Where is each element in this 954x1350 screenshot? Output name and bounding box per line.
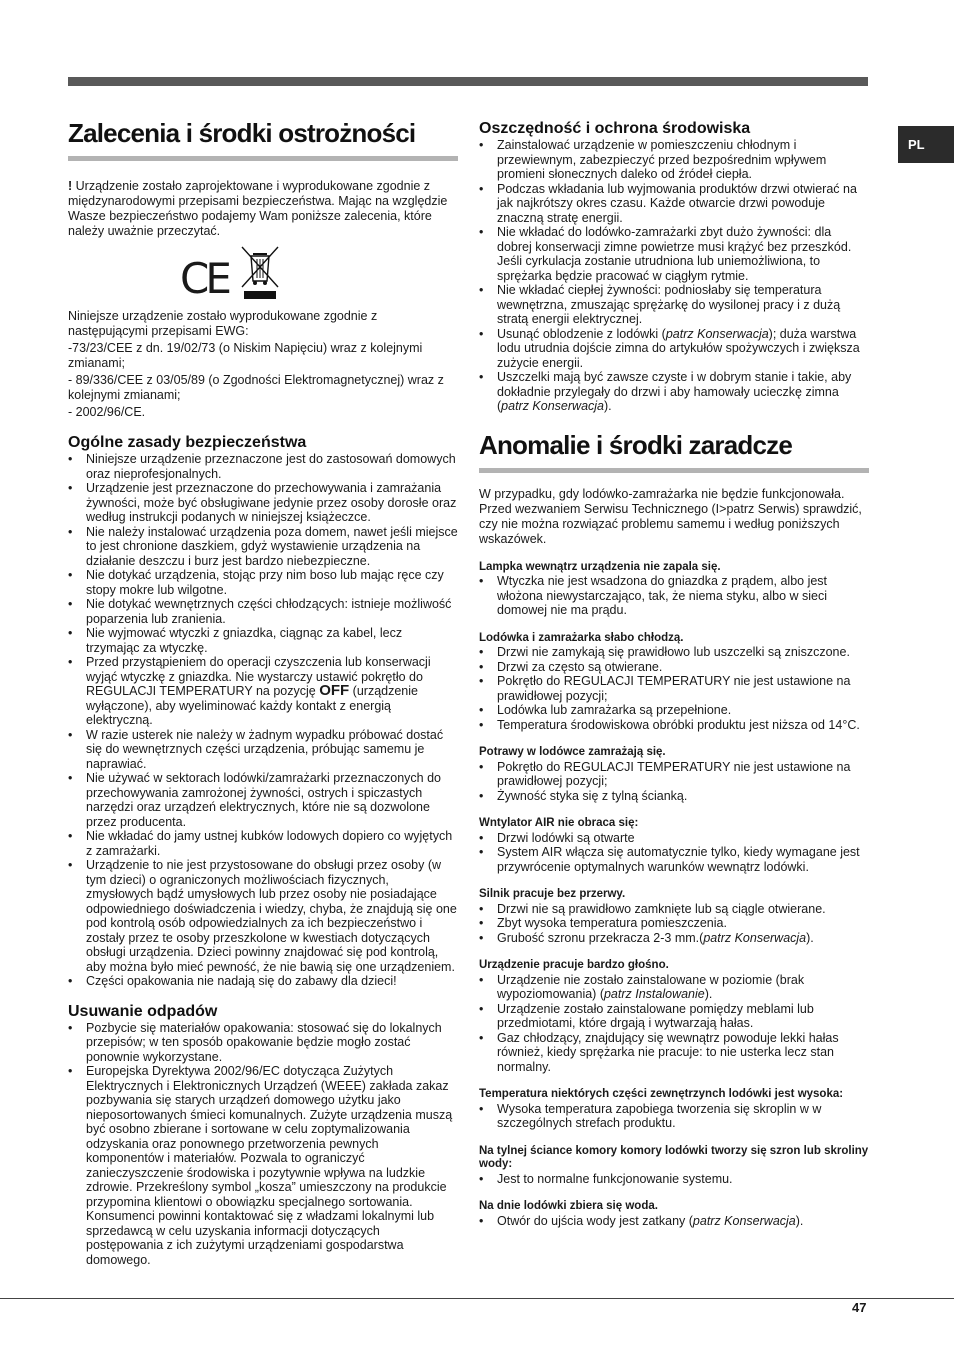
problem-heading: Silnik pracuje bez przerwy. [479, 888, 626, 900]
eco-heading: Oszczędność i ochrona środowiska [479, 120, 751, 137]
list-item: • Gaz chłodzący, znajdujący się wewnątrz powoduje lekki hałas również, kiedy sprężarka nie pracuje: to nie usterka lecz stan normalny. [479, 1031, 869, 1075]
problem-heading: Temperatura niektórych części zewnętrzynch lodówki jest wysoka: [479, 1088, 844, 1100]
list-item: • Nie wkładać do jamy ustnej kubków lodowych dopiero co wyjętych z zamrażarki. [68, 829, 458, 858]
bottom-rule [0, 1298, 954, 1299]
list-item: • Żywność styka się z tylną ścianką. [479, 789, 869, 804]
left-column [68, 112, 458, 1267]
list-item: • Nie dotykać wewnętrznych części chłodzących: istnieje możliwość poparzenia lub zranienia. [68, 597, 458, 626]
problem-items [479, 902, 869, 946]
list-item: • Pozbycie się materiałów opakowania: stosować się do lokalnych przepisów; w ten sposób opakowanie będzie mogło zostać ponownie wykorzystane. [68, 1021, 458, 1065]
list-item: • Niniejsze urządzenie przeznaczone jest do zastosowań domowych oraz nieprofesjonalnych. [68, 452, 458, 481]
list-item: • Drzwi za często są otwierane. [479, 660, 869, 675]
eco-list [479, 138, 869, 414]
problem-heading: Lampka wewnątrz urządzenia nie zapala się. [479, 560, 721, 573]
problem-heading: Na tylnej ściance komory komory lodówki tworzy się szron lub skroliny wody: [479, 1144, 869, 1170]
list-item: • Zainstalować urządzenie w pomieszczeniu chłodnym i przewiewnym, zabezpieczyć przed bezpośrednim wpływem promieni słonecznych daleko od źródeł ciepła. [479, 138, 869, 182]
problem-items [479, 645, 869, 732]
list-item: • Temperatura środowiskowa obróbki produktu jest niższa od 14°C. [479, 718, 869, 733]
list-item: • Otwór do ujścia wody jest zatkany (patrz Konserwacja). [479, 1214, 869, 1229]
problem-items [479, 1172, 869, 1187]
list-item: • System AIR włącza się automatycznie tylko, kiedy wymagane jest przywrócenie optymalnych warunków wewnątrz lodówki. [479, 845, 869, 874]
ewg-line: - 89/336/CEE z 03/05/89 (o Zgodności Elektromagnetycznej) wraz z kolejnymi zmianami; [68, 373, 444, 402]
language-tab: PL [898, 126, 954, 163]
list-item: • W razie usterek nie należy w żadnym wypadku próbować dostać się do wewnętrznych części urządzenia, próbując samemu je naprawiać. [68, 728, 458, 772]
problem-heading: Lodówka i zamrażarka słabo chłodzą. [479, 631, 684, 644]
list-item: • Wysoka temperatura zapobiega tworzenia się skroplin w w szczególnych strefach produktu. [479, 1102, 869, 1131]
list-item: • Lodówka lub zamrażarka są przepełnione. [479, 703, 869, 718]
page-number: 47 [852, 1300, 867, 1315]
safety-heading: Ogólne zasady bezpieczeństwa [68, 434, 307, 451]
problem-list [479, 547, 869, 1229]
list-item: • Wtyczka nie jest wsadzona do gniazdka z prądem, albo jest włożona niewystarczająco, tak, że niema styku, albo w sieci domowej nie ma prądu. [479, 574, 869, 618]
problem-items [479, 831, 869, 875]
compliance-symbols [68, 245, 458, 305]
off-label: OFF [319, 682, 350, 699]
list-item: • Drzwi nie zamykają się prawidłowo lub uszczelki są zniszczone. [479, 645, 869, 660]
problem-items [479, 1214, 869, 1229]
list-item: • Usunąć oblodzenie z lodówki (patrz Konserwacja); duża warstwa lodu utrudnia dojście zimna do artykułów spożywczych i zwiększa zużycie energii. [479, 327, 869, 371]
list-item: • Europejska Dyrektywa 2002/96/EC dotycząca Zużytych Elektrycznych i Elektronicznych Urządzeń (WEEE) zakłada zakaz pozbywania się starych urządzeń domowego użytku jako nieposortowanych śmieci komunalnych. Zużyte urządzenia muszą być osobno zbierane i sortowane w celu zoptymalizowania odzyskania oraz ponownego przetworzenia pewnych komponentów i materiałów. Pozwala to ograniczyć zanieczyszczenie środowiska i pozytywnie wpływa na ludzkie zdrowie. Przekreślony symbol „kosza” umieszczony na produkcie przypomina klientowi o obowiązku specjalnego sortowania. Konsumenci powinni kontaktować się z władzami lokalnymi lub sprzedawcą w celu uzyskania informacji dotyczących postępowania z ich zużytymi urządzeniami gospodarstwa domowego. [68, 1064, 458, 1267]
list-item: • Pokrętło do REGULACJI TEMPERATURY nie jest ustawione na prawidłowej pozycji; [479, 760, 869, 789]
problem-items [479, 574, 869, 618]
right-column [479, 120, 869, 1228]
waste-heading: Usuwanie odpadów [68, 1002, 218, 1020]
list-item: • Urządzenie jest przeznaczone do przechowywania i zamrażania żywności, może być obsługiwane jedynie przez osoby dorosłe oraz według instrukcji podanych w niniejszej książeczce. [68, 481, 458, 525]
problem-items [479, 1102, 869, 1131]
ewg-line: -73/23/CEE z dn. 19/02/73 (o Niskim Napięciu) wraz z kolejnymi zmianami; [68, 341, 423, 370]
list-item: • Zbyt wysoka temperatura pomieszczenia. [479, 916, 869, 931]
intro-paragraph: ! Urządzenie zostało zaprojektowane i wyprodukowane zgodnie z międzynarodowymi przepisami bezpieczeństwa. Mając na względzie Wasze bezpieczeństwo podajemy Wam poniższe zalecenia, które należy uważnie przeczytać. [68, 179, 448, 238]
list-item: • Części opakowania nie nadają się do zabawy dla dzieci! [68, 974, 458, 989]
ewg-line: - 2002/96/CE. [68, 405, 146, 419]
crossed-bin-icon [240, 245, 280, 301]
problem-heading: Na dnie lodówki zbiera się woda. [479, 1200, 658, 1212]
list-item: • Nie wkładać do lodówko-zamrażarki zbyt dużo żywności: dla dobrej konserwacji zimne powietrze musi krążyć bez przeszkód. Jeśli cyrkulacja zostanie utrudniona lub uniemożliwiona, to sprężarka będzie pracować w ciągłym rytmie. [479, 225, 869, 283]
list-item: • Nie należy instalować urządzenia poza domem, nawet jeśli miejsce to jest chronione daszkiem, gdyż wystawienie urządzenia na działanie deszczu i burz jest bardzo niebezpieczne. [68, 525, 458, 569]
top-rule [68, 77, 868, 86]
list-item: • Urządzenie to nie jest przystosowane do obsługi przez osoby (w tym dzieci) o ograniczonych możliwościach fizycznych, zmysłowych bądź umysłowych lub przez osoby nie posiadające odpowiedniego doświadczenia i wiedzy, chyba, że znajdują się one pod kontrolą osób odpowiedzialnych za ich bezpieczeństwo i zostały przez te osoby przeszkolone w kwestiach dotyczących obsługi urządzenia. Dzieci powinny znajdować się pod kontrolą, aby można było mieć pewność, że nie bawią się one urządzeniem. [68, 858, 458, 974]
problem-heading: Wntylator AIR nie obraca się: [479, 817, 639, 829]
ce-mark-icon: CE [180, 254, 228, 303]
list-item: • Przed przystąpieniem do operacji czyszczenia lub konserwacji wyjąć wtyczkę z gniazdka. Nie wystarczy ustawić pokrętło do REGULACJI TEMPERATURY na pozycję OFF (urządzenie wyłączone), aby wyeliminować każdy kontakt z energią elektryczną. [68, 655, 458, 728]
list-item: • Pokrętło do REGULACJI TEMPERATURY nie jest ustawione na prawidłowej pozycji; [479, 674, 869, 703]
ewg-line: Niniejsze urządzenie zostało wyprodukowane zgodnie z następującymi przepisami EWG: [68, 309, 378, 338]
list-item: • Nie wkładać ciepłej żywności: podniosłaby się temperatura wewnętrzna, zmuszając sprężarkę do wysilonej pracy i z dużą stratą energii elektrycznej. [479, 283, 869, 327]
problem-heading: Urządzenie pracuje bardzo głośno. [479, 959, 669, 971]
anomaly-intro: W przypadku, gdy lodówko-zamrażarka nie będzie funkcjonowała. Przed wezwaniem Serwisu Technicznego (I>patrz Serwis) sprawdzić, czy nie można rozwiązać problemu samemu i według poniższych wskazówek. [479, 486, 862, 546]
list-item: • Uszczelki mają być zawsze czyste i w dobrym stanie i takie, aby dokładnie przylegały do drzwi i aby hamowały ucieczkę zimna (patrz Konserwacja). [479, 370, 869, 414]
problem-items [479, 760, 869, 804]
list-item: • Urządzenie zostało zainstalowane pomiędzy meblami lub przedmiotami, które drgają i wytwarzają hałas. [479, 1002, 869, 1031]
anomaly-title: Anomalie i środki zaradcze [479, 424, 869, 473]
list-item: • Jest to normalne funkcjonowanie systemu. [479, 1172, 869, 1187]
list-item: • Drzwi nie są prawidłowo zamknięte lub są ciągle otwierane. [479, 902, 869, 917]
list-item: • Grubość szronu przekracza 2-3 mm.(patrz Konserwacja). [479, 931, 869, 946]
list-item: • Nie dotykać urządzenia, stojąc przy nim boso lub mając ręce czy stopy mokre lub wilgotne. [68, 568, 458, 597]
list-item: • Nie wyjmować wtyczki z gniazdka, ciągnąc za kabel, lecz trzymając za wtyczkę. [68, 626, 458, 655]
problem-heading: Potrawy w lodówce zamrażają się. [479, 746, 666, 758]
problem-items [479, 973, 869, 1075]
list-item: • Urządzenie nie zostało zainstalowane w poziomie (brak wypoziomowania) (patrz Instalowanie). [479, 973, 869, 1002]
list-item: • Drzwi lodówki są otwarte [479, 831, 869, 846]
list-item: • Podczas wkładania lub wyjmowania produktów drzwi otwierać na jak najkrótszy okres czasu. Każde otwarcie drzwi powoduje znaczną stratę energii. [479, 182, 869, 226]
list-item: • Nie używać w sektorach lodówki/zamrażarki przeznaczonych do przechowywania zamrożonej żywności, ostrych i spiczastych narzędzi oraz urządzeń elektrycznych, które nie są dozwolone przez producenta. [68, 771, 458, 829]
waste-list [68, 1021, 458, 1268]
page-title: Zalecenia i środki ostrożności [68, 112, 458, 161]
safety-list [68, 452, 458, 989]
